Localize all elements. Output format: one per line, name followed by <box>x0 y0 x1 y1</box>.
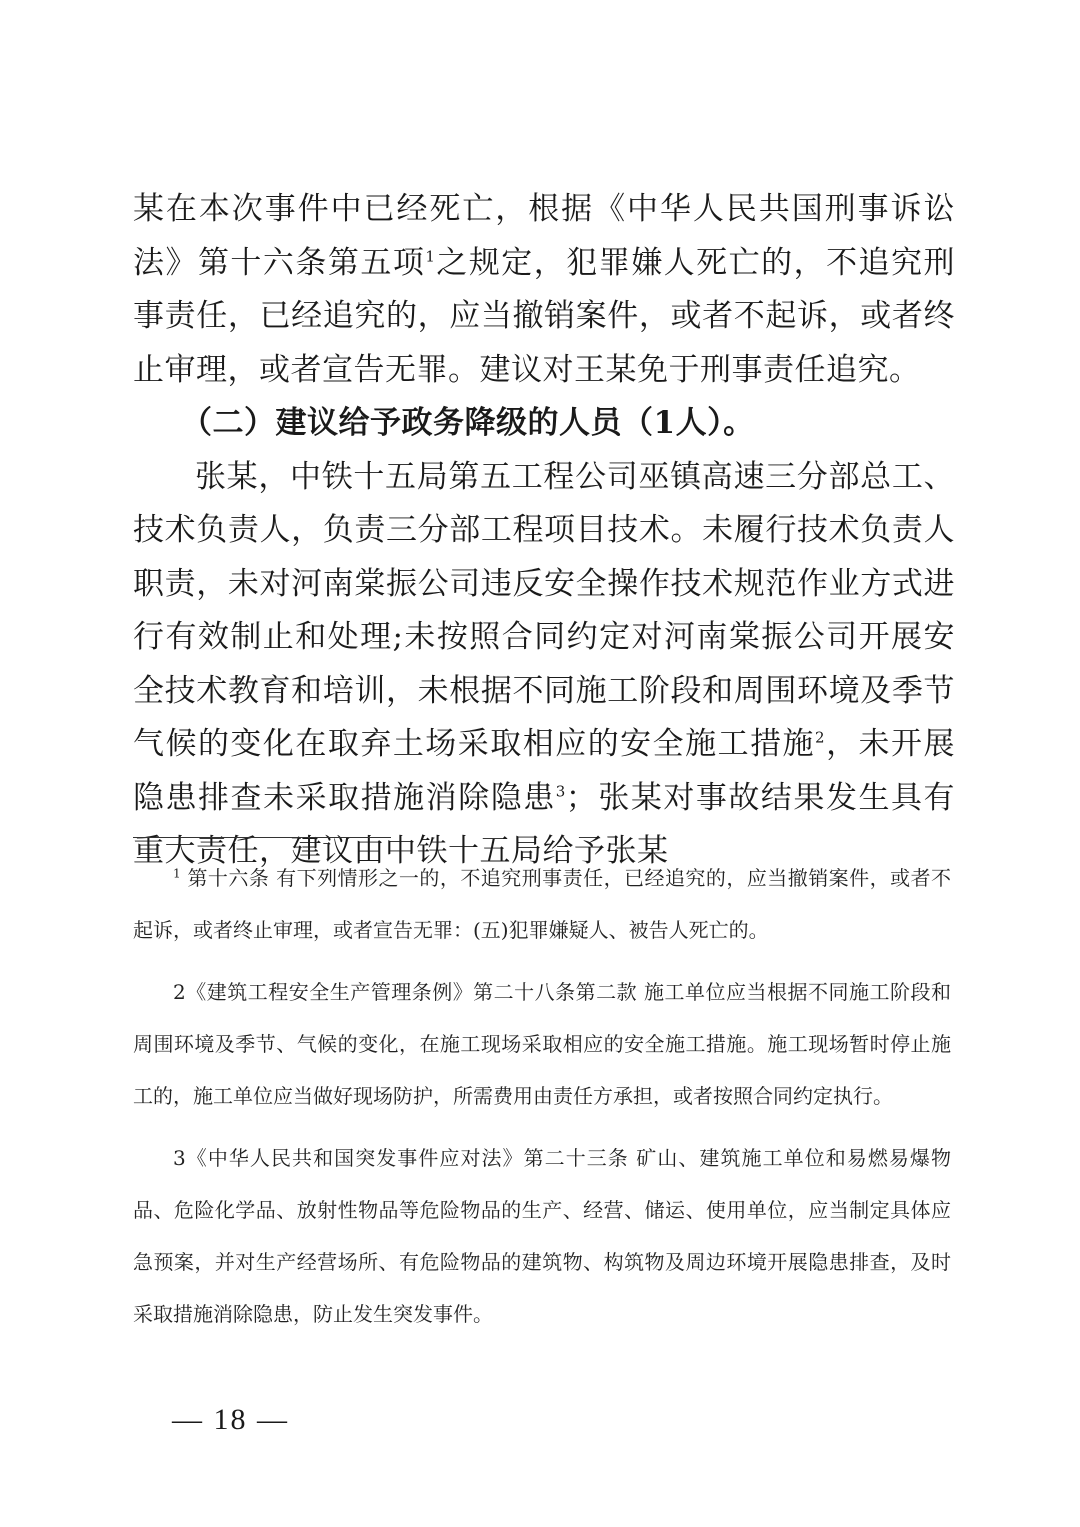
footnote-1-marker: 1 <box>173 866 181 881</box>
footnote-1: $^1$ 第十六条 有下列情形之一的，不追究刑事责任，已经追究的，应当撤销案件，或者不起诉，或者终止审理，或者宣告无罪：(五)犯罪嫌疑人、被告人死亡的。 <box>133 866 951 942</box>
footnote-ref-3[interactable]: 3 <box>555 782 566 801</box>
footnote-separator <box>133 837 391 838</box>
paragraph-zhang-responsibility: 张某，中铁十五局第五工程公司巫镇高速三分部总工、技术负责人，负责三分部工程项目技术。未履行技术负责人职责，未对河南棠振公司违反安全操作技术规范作业方式进行有效制止和处理;未按照合同约定对河南棠振公司开展安全技术教育和培训，未根据不同施工阶段和周围环境及季节气候的变化在取弃土场采取相应的安全施工措施$^2$，未开展隐患排查未采取措施消除隐患$^3$；张某对事故结果发生具有重大责任，建议由中铁十五局给予张某 <box>133 458 956 869</box>
section-heading-demotion: （二）建议给予政务降级的人员（1人）。 <box>181 405 755 441</box>
footnotes-section <box>133 852 951 1350</box>
footnote-3: 3《中华人民共和国突发事件应对法》第二十三条 矿山、建筑施工单位和易燃易爆物品、危险化学品、放射性物品等危险物品的生产、经营、储运、使用单位，应当制定具体应急预案，并对生产经营场所、有危险物品的建筑物、构筑物及周边环境开展隐患排查，及时采取措施消除隐患，防止发生突发事件。 <box>133 1146 951 1326</box>
paragraph-wang-conclusion: 某在本次事件中已经死亡，根据《中华人民共国刑事诉讼法》第十六条第五项$^1$之规定，犯罪嫌人死亡的，不追究刑事责任，已经追究的，应当撤销案件，或者不起诉，或者终止审理，或者宣告无罪。建议对王某免于刑事责任追究。 <box>133 191 956 388</box>
footnote-ref-2[interactable]: 2 <box>815 728 826 747</box>
footnote-ref-1[interactable]: 1 <box>425 247 436 266</box>
main-body-text <box>133 183 955 879</box>
footnote-2: 2《建筑工程安全生产管理条例》第二十八条第二款 施工单位应当根据不同施工阶段和周围环境及季节、气候的变化，在施工现场采取相应的安全施工措施。施工现场暂时停止施工的，施工单位应当做好现场防护，所需费用由责任方承担，或者按照合同约定执行。 <box>133 980 951 1108</box>
page-number: — 18 — <box>172 1403 289 1436</box>
